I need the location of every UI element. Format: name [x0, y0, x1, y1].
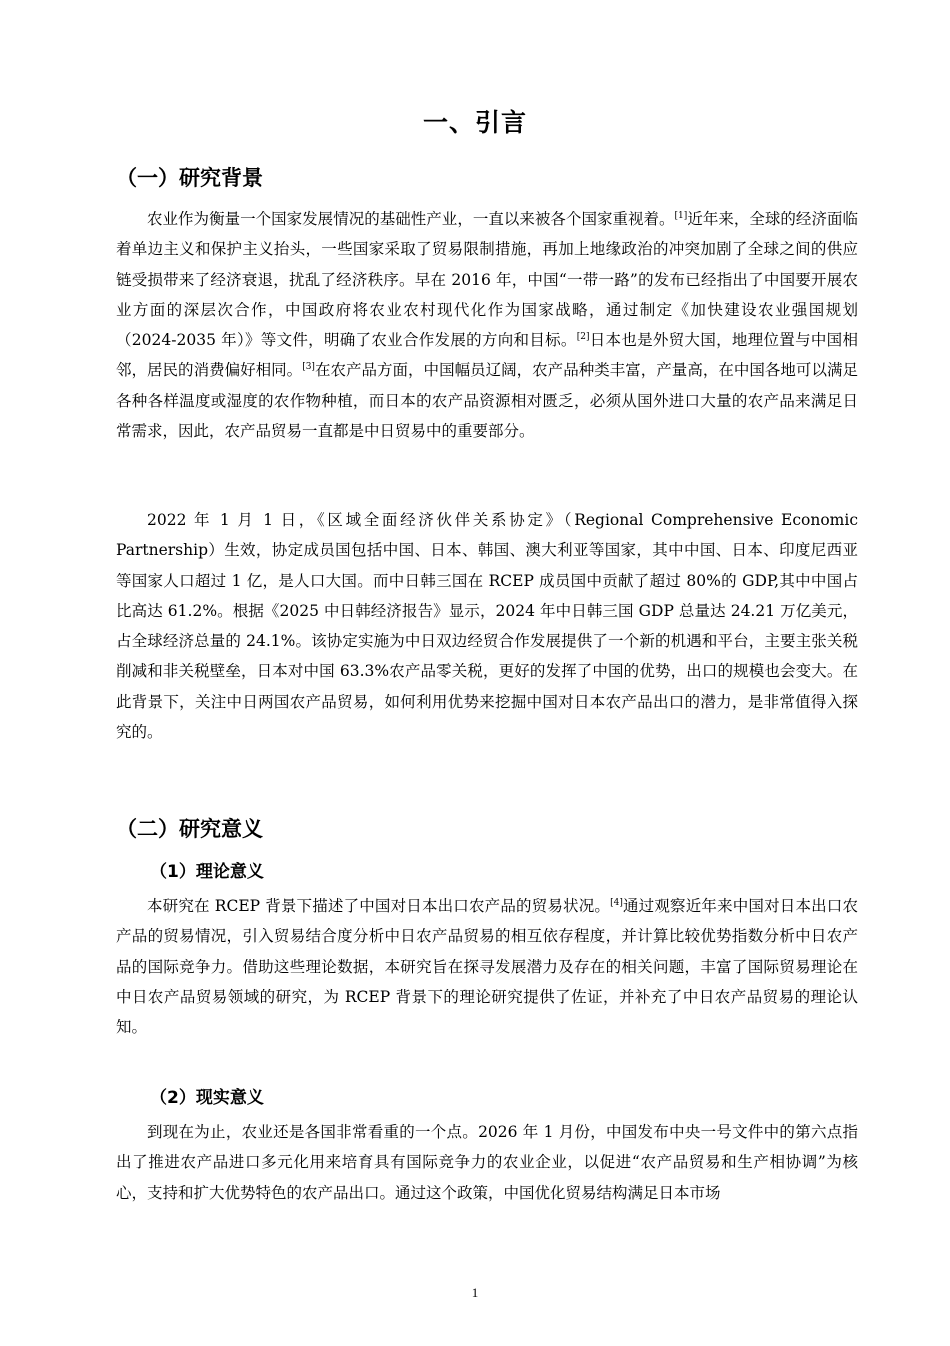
- text-run: 在农产品方面，中国幅员辽阔，农产品种类丰富，产量高，在中国各地可以满足各种各样温度或湿度的农作物种植，而日本的农产品资源相对匮乏，必须从国外进口大量的农产品来满足日常需求，因此，农产品贸易一直都是中日贸易中的重要部分。: [116, 361, 858, 441]
- text-run: 2022 年 1 月 1 日，《区域全面经济伙伴关系协定》（Regional Comprehensive Economic Partnership）生效，协定成员国包括中国、日本、韩国、澳大利亚等国家，其中中国、日本、印度尼西亚等国家人口超过 1 亿，是人口大国。而中日韩三国在 RCEP 成员国中贡献了超过 80%的 GDP,其中中国占比高达 61.2%。根据《2025 中日韩经济报告》显示，2024 年中日韩三国 GDP 总量达 24.21 万亿美元，占全球经济总量的 24.1%。该协定实施为中日双边经贸合作发展提供了一个新的机遇和平台，主要主张关税削减和非关税壁垒，日本对中国 63.3%农产品零关税，更好的发挥了中国的优势，出口的规模也会变大。在此背景下，关注中日两国农产品贸易，如何利用优势来挖掘中国对日本农产品出口的潜力，是非常值得入探究的。: [116, 511, 858, 742]
- body-paragraph: [116, 505, 858, 747]
- section-heading-background: （一）研究背景: [116, 166, 263, 190]
- subsection-heading-theoretical: （1）理论意义: [150, 862, 264, 882]
- citation-marker[interactable]: [3]: [302, 362, 315, 373]
- text-run: 到现在为止，农业还是各国非常看重的一个点。2026 年 1 月份，中国发布中央一号文件中的第六点指出了推进农产品进口多元化用来培育具有国际竞争力的农业企业，以促进“农产品贸易和生产相协调”为核心，支持和扩大优势特色的农产品出口。通过这个政策，中国优化贸易结构满足日本市场: [116, 1123, 858, 1202]
- citation-marker[interactable]: [2]: [576, 332, 590, 343]
- citation-marker[interactable]: [4]: [610, 897, 623, 908]
- chapter-title: 一、引言: [422, 108, 527, 137]
- subsection-heading-practical: （2）现实意义: [150, 1088, 264, 1108]
- text-run: 近年来，全球的经济面临着单边主义和保护主义抬头，一些国家采取了贸易限制措施，再加上地缘政治的冲突加剧了全球之间的供应链受损带来了经济衰退，扰乱了经济秩序。早在 2016 年，中国“一带一路”的发布已经指出了中国要开展农业方面的深层次合作，中国政府将农业农村现代化作为国家战略，通过制定《加快建设农业强国规划（2024-2035 年）》等文件，明确了农业合作发展的方向和目标。: [116, 210, 858, 350]
- citation-marker[interactable]: [1]: [674, 210, 688, 221]
- page-number: 1: [471, 1285, 479, 1300]
- body-paragraph: [116, 1117, 858, 1208]
- body-paragraph: [116, 891, 858, 1042]
- section-heading-significance: （二）研究意义: [116, 817, 263, 841]
- text-run: 日本也是外贸大国，地理位置与中国相邻，居民的消费偏好相同。: [116, 331, 858, 380]
- text-run: 通过观察近年来中国对日本出口农产品的贸易情况，引入贸易结合度分析中日农产品贸易的相互依存程度，并计算比较优势指数分析中日农产品的国际竞争力。借助这些理论数据，本研究旨在探寻发展潜力及存在的相关问题，丰富了国际贸易理论在中日农产品贸易领域的研究，为 RCEP 背景下的理论研究提供了佐证，并补充了中日农产品贸易的理论认知。: [116, 897, 858, 1037]
- text-run: 本研究在 RCEP 背景下描述了中国对日本出口农产品的贸易状况。: [147, 897, 611, 915]
- body-paragraph: [116, 204, 858, 446]
- text-run: 农业作为衡量一个国家发展情况的基础性产业，一直以来被各个国家重视着。: [147, 210, 675, 228]
